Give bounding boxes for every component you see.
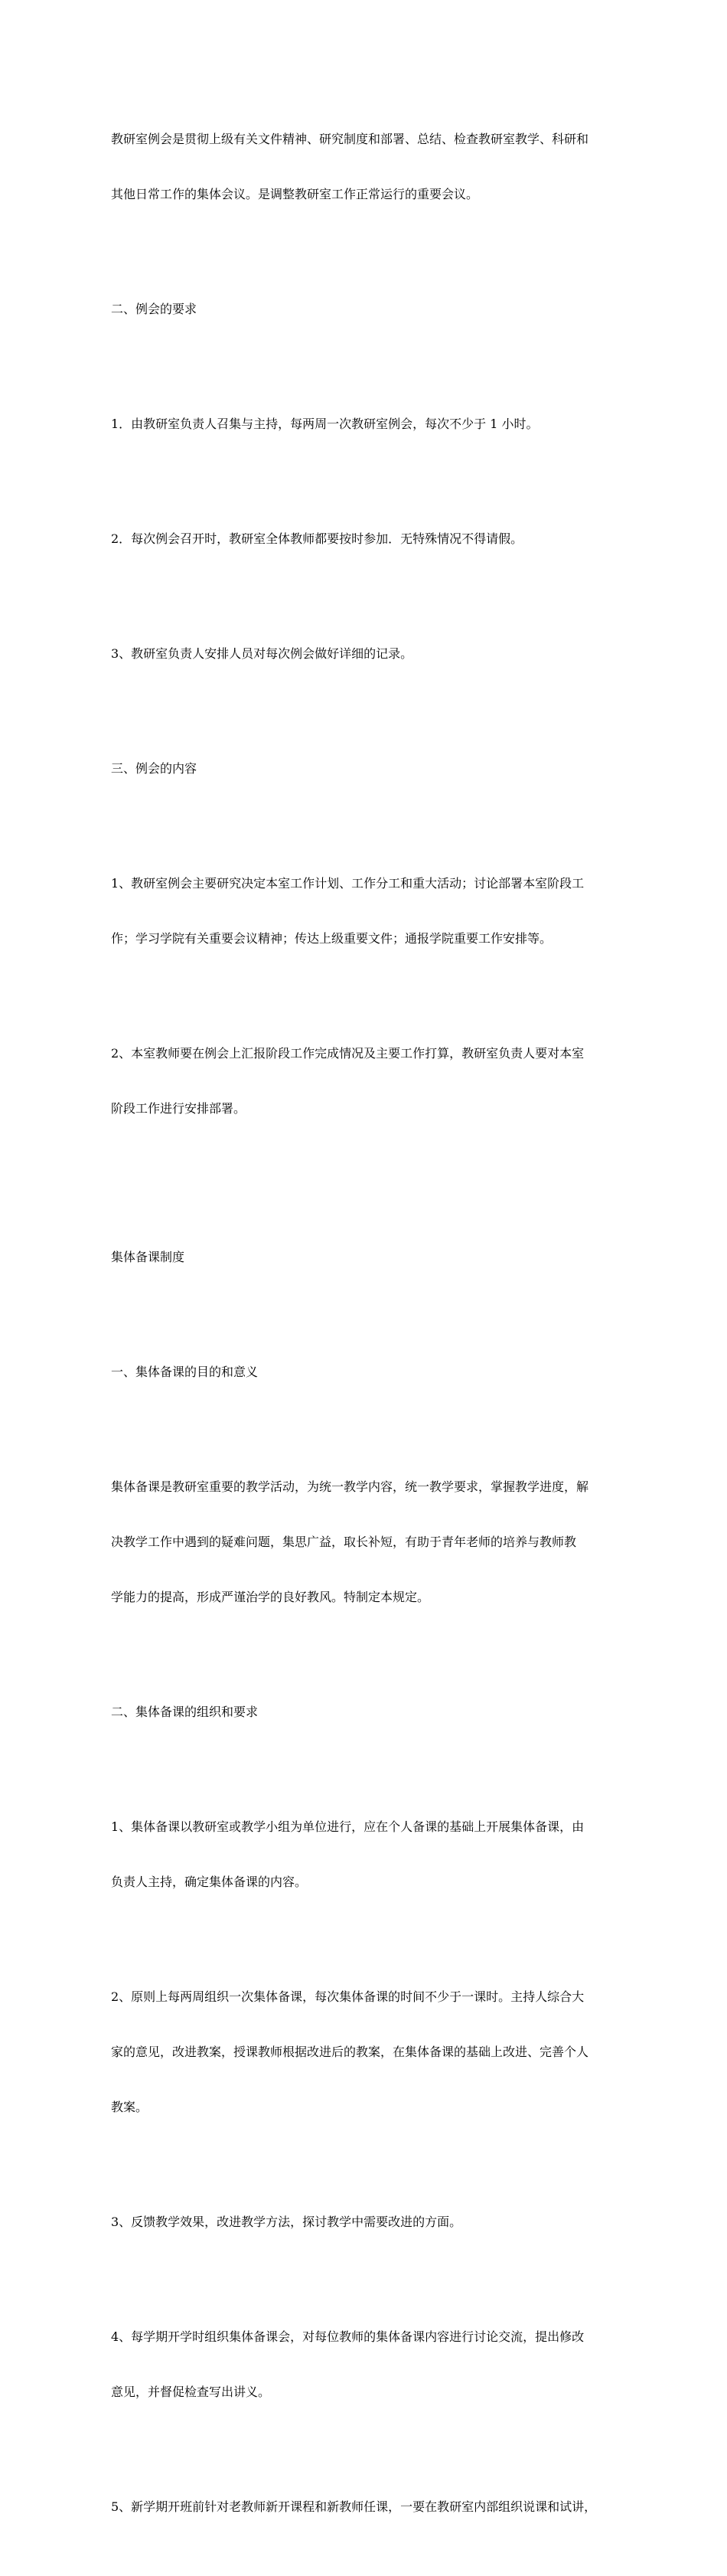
text-line: 学能力的提高，形成严谨治学的良好教风。特制定本规定。 [111,1590,430,1604]
text-line: 家的意见，改进教案，授课教师根据改进后的教案，在集体备课的基础上改进、完善个人 [111,2045,589,2059]
content-item-2 [111,1008,622,1155]
text-line: 作；学习学院有关重要会议精神；传达上级重要文件；通报学院重要工作安排等。 [111,931,553,946]
requirement-item-2 [111,493,622,585]
text-line: 1．由教研室负责人召集与主持，每两周一次教研室例会，每次不少于 1 小时。 [111,417,539,431]
organization-item-2 [111,1951,622,2153]
text-line: 阶段工作进行安排部署。 [111,1101,246,1116]
text-line: 意见，并督促检查写出讲义。 [111,2385,271,2399]
text-line: 集体备课是教研室重要的教学活动，为统一教学内容，统一教学要求，掌握教学进度，解 [111,1479,589,1494]
section-title [111,1211,622,1303]
document-page [111,93,622,2576]
organization-item-1 [111,1781,622,1928]
heading-text: 二、例会的要求 [111,302,197,316]
purpose-paragraph [111,1441,622,1643]
organization-item-5 [111,2461,622,2553]
meeting-intro-paragraph [111,93,622,240]
text-line: 2、本室教师要在例会上汇报阶段工作完成情况及主要工作打算，教研室负责人要对本室 [111,1046,585,1061]
text-line: 其他日常工作的集体会议。是调整教研室工作正常运行的重要会议。 [111,187,479,201]
text-line: 1、集体备课以教研室或教学小组为单位进行，应在个人备课的基础上开展集体备课，由 [111,1819,585,1834]
heading-text: 一、集体备课的目的和意义 [111,1365,259,1379]
section-spacer [111,1178,622,1211]
meeting-content-heading [111,723,622,815]
text-line: 3、教研室负责人安排人员对每次例会做好详细的记录。 [111,646,413,661]
text-line: 负责人主持，确定集体备课的内容。 [111,1875,308,1889]
purpose-heading [111,1326,622,1418]
requirement-item-3 [111,608,622,700]
text-line: 3、反馈教学效果，改进教学方法，探讨教学中需要改进的方面。 [111,2215,462,2229]
organization-item-3 [111,2176,622,2268]
text-line: 1、教研室例会主要研究决定本室工作计划、工作分工和重大活动；讨论部署本室阶段工 [111,876,585,891]
requirement-item-1 [111,378,622,470]
organization-item-4 [111,2291,622,2438]
heading-text: 二、集体备课的组织和要求 [111,1705,259,1719]
title-text: 集体备课制度 [111,1250,185,1264]
heading-text: 三、例会的内容 [111,761,197,776]
organization-heading [111,1666,622,1758]
content-item-1 [111,838,622,985]
text-line: 2、原则上每两周组织一次集体备课，每次集体备课的时间不少于一课时。主持人综合大 [111,1989,585,2004]
text-line: 教研室例会是贯彻上级有关文件精神、研究制度和部署、总结、检查教研室教学、科研和 [111,132,589,146]
text-line: 决教学工作中遇到的疑难问题，集思广益，取长补短，有助于青年老师的培养与教师教 [111,1535,577,1549]
text-line: 2．每次例会召开时，教研室全体教师都要按时参加．无特殊情况不得请假。 [111,531,523,546]
meeting-requirements-heading [111,263,622,355]
text-line: 教案。 [111,2100,148,2114]
text-line: 5、新学期开班前针对老教师新开课程和新教师任课，一要在教研室内部组织说课和试讲， [111,2499,597,2514]
text-line: 4、每学期开学时组织集体备课会，对每位教师的集体备课内容进行讨论交流，提出修改 [111,2329,585,2344]
